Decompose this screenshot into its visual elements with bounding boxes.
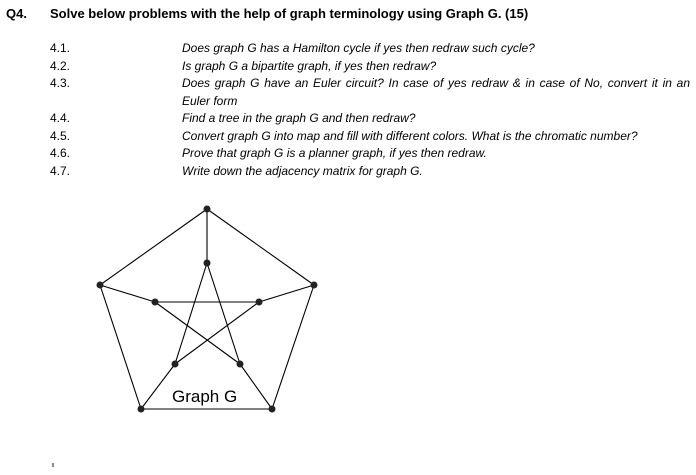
edge-spoke-left [100, 285, 155, 302]
vertex-outer-left [97, 282, 104, 289]
sub-question-number: 4.3. [50, 76, 71, 90]
graph-label: Graph G [172, 387, 238, 406]
edge-outer-left-top [100, 209, 207, 285]
sub-question-number: 4.6. [50, 146, 71, 160]
vertex-outer-right [311, 282, 318, 289]
sub-question-text: Does graph G have an Euler circuit? In case of yes redraw & in case of No, convert it in an Euler form [182, 76, 690, 108]
edge-spoke-bottomright [240, 364, 272, 409]
edge-spoke-bottomleft [141, 364, 175, 409]
sub-question-text: Does graph G has a Hamilton cycle if yes then redraw such cycle? [182, 41, 535, 55]
stray-mark [52, 463, 54, 467]
edge-outer-top-right [207, 209, 314, 285]
edge-star-2 [175, 302, 259, 364]
question-number: Q4. [6, 6, 27, 21]
edge-outer-bottomleft-left [100, 285, 141, 409]
vertex-outer-bottomright [269, 406, 276, 413]
vertex-outer-bottomleft [138, 406, 145, 413]
sub-question-number: 4.5. [50, 128, 71, 143]
edge-spoke-right [259, 285, 314, 302]
sub-question-text: Write down the adjacency matrix for graph G. [182, 163, 423, 178]
vertex-inner-bottomright [237, 361, 244, 368]
edge-star-4 [155, 302, 240, 364]
sub-question-number: 4.4. [50, 111, 71, 125]
sub-question-text: Convert graph G into map and fill with different colors. What is the chromatic number? [182, 128, 638, 143]
vertex-inner-right [256, 299, 263, 306]
vertex-inner-bottomleft [172, 361, 179, 368]
sub-question-number: 4.1. [50, 41, 71, 55]
sub-question-text: Find a tree in the graph G and then redraw? [182, 111, 416, 125]
edge-outer-right-bottomright [272, 285, 314, 409]
sub-question-text: Prove that graph G is a planner graph, if yes then redraw. [182, 146, 487, 160]
vertex-outer-top [204, 206, 211, 213]
sub-question-text: Is graph G a bipartite graph, if yes then redraw? [182, 58, 437, 73]
question-title: Solve below problems with the help of graph terminology using Graph G. (15) [50, 6, 529, 21]
edge-star-5 [207, 263, 240, 364]
edge-star-1 [175, 263, 207, 364]
vertex-inner-top [204, 260, 211, 267]
sub-question-number: 4.2. [50, 58, 71, 73]
vertex-inner-left [152, 299, 159, 306]
graph-edges [100, 209, 314, 409]
sub-question-number: 4.7. [50, 163, 71, 178]
